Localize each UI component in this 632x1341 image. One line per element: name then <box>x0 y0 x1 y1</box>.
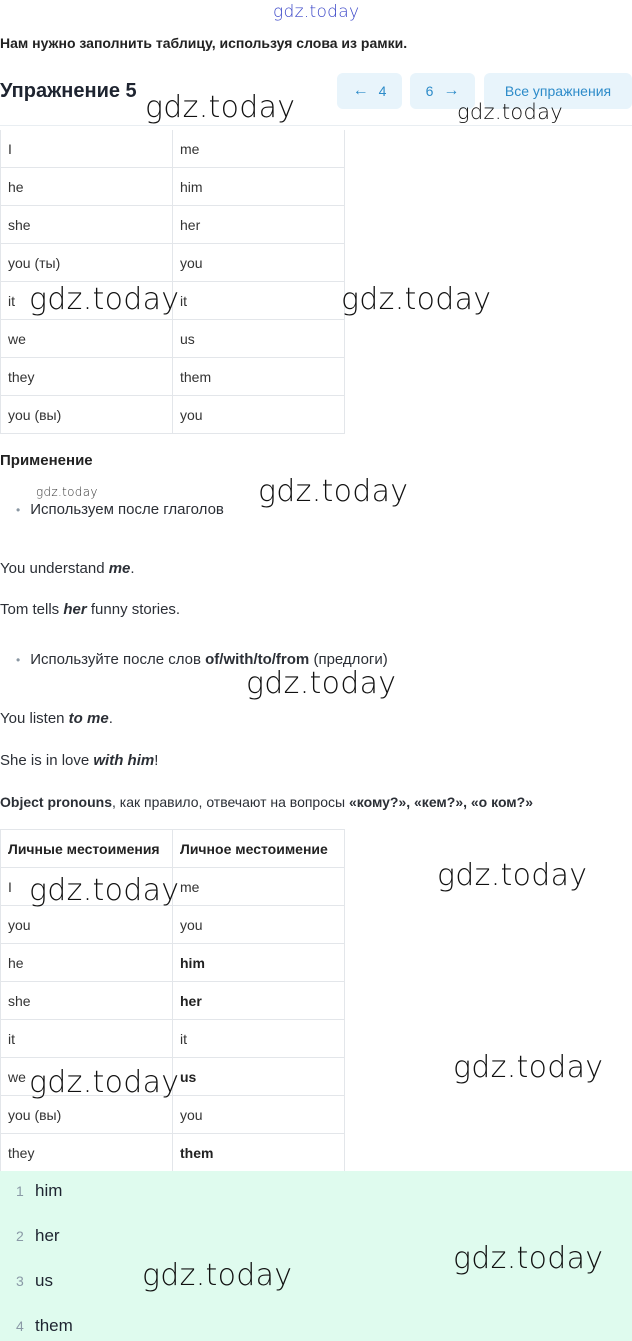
table-cell: we <box>1 1058 173 1096</box>
answer-number: 1 <box>16 1183 24 1199</box>
answer-number: 3 <box>16 1273 24 1289</box>
table-row <box>1 130 345 168</box>
usage-heading: Применение <box>0 452 93 469</box>
table-row <box>1 944 345 982</box>
watermark: gdz.today <box>29 282 180 317</box>
table-row <box>1 244 345 282</box>
intro-text: Нам нужно заполнить таблицу, используя слова из рамки. <box>0 35 408 51</box>
bullet-dot-icon: • <box>16 653 21 667</box>
example-sentence: You listen to me. <box>0 710 113 727</box>
table-row <box>1 168 345 206</box>
column-header: Личное местоимение <box>173 830 345 868</box>
bullet-text: Используем после глаголов <box>30 501 224 518</box>
table-row <box>1 1096 345 1134</box>
table-cell: her <box>173 982 345 1020</box>
answer-number: 2 <box>16 1228 24 1244</box>
all-exercises-label: Все упражнения <box>504 83 612 99</box>
column-header: Личные местоимения <box>1 830 173 868</box>
prev-exercise-button[interactable] <box>337 73 402 109</box>
watermark: gdz.today <box>29 1065 180 1100</box>
table-cell: they <box>1 358 173 396</box>
table-cell: I <box>1 130 173 168</box>
answer-value: us <box>35 1271 53 1290</box>
note-text: Object pronouns, как правило, отвечают на вопросы «кому?», «кем?», «о ком?» <box>0 794 533 810</box>
table-row <box>1 1020 345 1058</box>
watermark: gdz.today <box>258 474 409 509</box>
table-cell: it <box>173 282 345 320</box>
table-cell: he <box>1 168 173 206</box>
table-row <box>1 396 345 434</box>
bullet-dot-icon: • <box>16 503 21 517</box>
example-sentence: Tom tells her funny stories. <box>0 601 181 618</box>
answer-value: them <box>35 1316 73 1335</box>
watermark: gdz.today <box>246 666 397 701</box>
watermark: gdz.today <box>36 485 98 499</box>
list-item <box>16 501 224 518</box>
watermark: gdz.today <box>145 90 296 125</box>
header-divider <box>0 125 632 126</box>
table-cell: he <box>1 944 173 982</box>
watermark-top: gdz.today <box>273 2 360 22</box>
table-cell: you <box>173 244 345 282</box>
table-row <box>1 982 345 1020</box>
table-cell: we <box>1 320 173 358</box>
watermark: gdz.today <box>457 100 564 124</box>
table-cell: you <box>1 906 173 944</box>
table-row <box>1 320 345 358</box>
example-sentence: You understand me. <box>0 560 135 577</box>
table-cell: her <box>173 206 345 244</box>
example-sentence: She is in love with him! <box>0 752 159 769</box>
arrow-left-icon: ← <box>352 82 369 99</box>
table-cell: it <box>173 1020 345 1058</box>
table-cell: I <box>1 868 173 906</box>
list-item: • Используйте после слов of/with/to/from (предлоги) <box>16 651 388 668</box>
table-cell: you <box>173 396 345 434</box>
table-cell: she <box>1 206 173 244</box>
table-row <box>1 1134 345 1172</box>
watermark: gdz.today <box>453 1241 604 1276</box>
table-cell: him <box>173 944 345 982</box>
table-cell: you <box>173 1096 345 1134</box>
table-row <box>1 358 345 396</box>
answer-value: him <box>35 1181 63 1200</box>
table-cell: they <box>1 1134 173 1172</box>
table-header-row <box>1 830 345 868</box>
table-cell: them <box>173 358 345 396</box>
answer-value: her <box>35 1226 60 1245</box>
prev-exercise-label: 4 <box>378 83 387 99</box>
table-cell: us <box>173 320 345 358</box>
answer-number: 4 <box>16 1318 24 1334</box>
table-cell: him <box>173 168 345 206</box>
table-cell: me <box>173 868 345 906</box>
table-cell: us <box>173 1058 345 1096</box>
arrow-right-icon: → <box>443 82 460 99</box>
watermark: gdz.today <box>142 1258 293 1293</box>
table-cell: them <box>173 1134 345 1172</box>
table-cell: you (ты) <box>1 244 173 282</box>
table-cell: it <box>1 1020 173 1058</box>
table-cell: you (вы) <box>1 396 173 434</box>
table-row <box>1 206 345 244</box>
watermark: gdz.today <box>29 873 180 908</box>
watermark: gdz.today <box>341 282 492 317</box>
next-exercise-label: 6 <box>425 83 434 99</box>
exercise-title: Упражнение 5 <box>0 80 137 102</box>
table-cell: it <box>1 282 173 320</box>
table-cell: you <box>173 906 345 944</box>
table-cell: me <box>173 130 345 168</box>
table-cell: you (вы) <box>1 1096 173 1134</box>
watermark: gdz.today <box>437 858 588 893</box>
table-cell: she <box>1 982 173 1020</box>
table-row <box>1 906 345 944</box>
watermark: gdz.today <box>453 1050 604 1085</box>
